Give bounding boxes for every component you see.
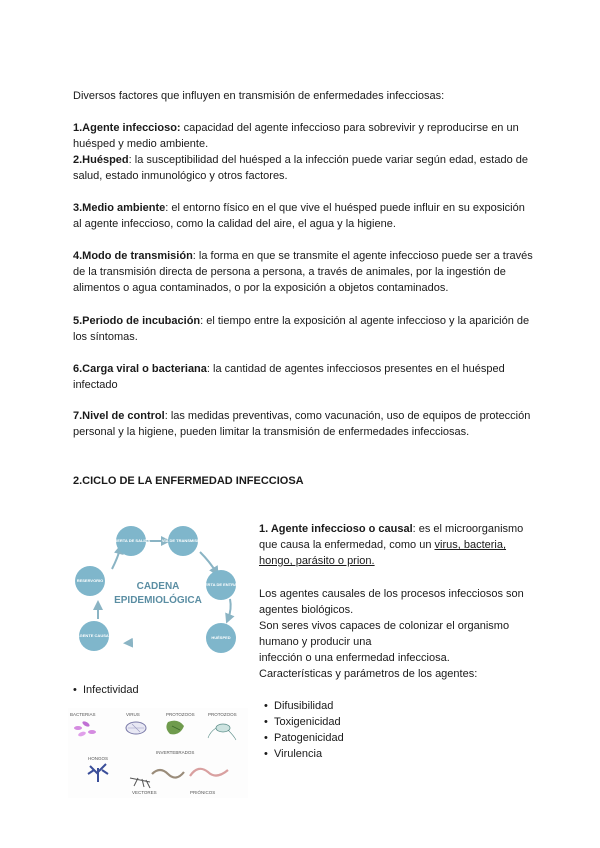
worm-icon xyxy=(152,770,184,778)
protozoa-flagellate-icon xyxy=(208,724,236,740)
agent-colonize: Son seres vivos capaces de colonizar el organismo humano y producir una xyxy=(259,620,510,648)
agent-types-illustration xyxy=(68,708,248,798)
agent-characteristics-list xyxy=(264,698,344,762)
factor-title: 6.Carga viral o bacteriana xyxy=(73,363,207,375)
node-label: PUERTA DE ENTRADA xyxy=(199,582,243,587)
bacteria-icon xyxy=(74,720,96,737)
diagram-center-subtitle: EPIDEMIOLÓGICA xyxy=(114,595,202,606)
factor-carga xyxy=(73,361,533,393)
germ-label: PROTOZOOS xyxy=(166,712,195,717)
germ-label: VIRUS xyxy=(126,712,140,717)
factor-text: : el entorno físico en el que vive el huésped puede influir en su exposición al agente infeccioso, como la calidad del aire, el agua y la higiene. xyxy=(73,202,525,230)
factor-control xyxy=(73,408,533,440)
germ-label: PROTOZOOS xyxy=(208,712,237,717)
agent-biological: Los agentes causales de los procesos infecciosos son agentes biológicos. xyxy=(259,588,524,616)
node-label: AGENTE CAUSAL xyxy=(76,633,112,638)
node-label: HUÉSPED xyxy=(211,635,231,640)
diagram-center-title: CADENA xyxy=(136,581,180,592)
agent-examples: virus, bacteria, hongo, parásito o prion. xyxy=(259,539,507,567)
agent-infection: infección o una enfermedad infecciosa. xyxy=(259,652,450,664)
node-label: VÍA DE TRANSMISIÓN xyxy=(161,538,205,543)
factor-title: 1.Agente infeccioso: xyxy=(73,122,181,134)
list-item: • Difusibilidad xyxy=(264,698,344,714)
left-bullet-list xyxy=(73,682,139,698)
agent-definition xyxy=(259,521,539,569)
factor-text: capacidad del agente infeccioso para sobrevivir y reproducirse en un huésped y medio ambiente. xyxy=(73,122,519,150)
factor-agente xyxy=(73,120,533,152)
factor-title: 2.Huésped xyxy=(73,154,129,166)
section-title: 2.CICLO DE LA ENFERMEDAD INFECCIOSA xyxy=(73,475,304,487)
protozoa-icon xyxy=(166,721,184,735)
prion-icon xyxy=(190,769,228,776)
factor-title: 4.Modo de transmisión xyxy=(73,250,193,262)
agent-title: 1. Agente infeccioso o causal xyxy=(259,523,413,535)
factor-huesped xyxy=(73,152,533,184)
list-item: • Infectividad xyxy=(73,682,139,698)
list-item: • Patogenicidad xyxy=(264,730,344,746)
factor-title: 5.Periodo de incubación xyxy=(73,315,201,327)
factor-text: : la cantidad de agentes infecciosos presentes en el huésped infectado xyxy=(73,363,505,391)
factor-text: : las medidas preventivas, como vacunación, uso de equipos de protección personal y la higiene, pueden limitar la transmisión de enfermedades infecciosas. xyxy=(73,410,531,438)
intro-text: Diversos factores que influyen en transmisión de enfermedades infecciosas: xyxy=(73,90,445,102)
factor-text: : el tiempo entre la exposición al agente infeccioso y la aparición de los síntomas. xyxy=(73,315,530,343)
agent-characteristics-title: Características y parámetros de los agentes: xyxy=(259,668,478,680)
node-label: RESERVORIO xyxy=(76,578,104,583)
factor-text: : la susceptibilidad del huésped a la infección puede variar según edad, estado de salud, estado inmunológico y otros factores. xyxy=(73,154,528,182)
list-item: • Virulencia xyxy=(264,746,344,762)
epidemiological-chain-diagram xyxy=(68,517,248,667)
list-item: • Toxigenicidad xyxy=(264,714,344,730)
germ-label: VECTORES xyxy=(132,790,157,795)
virus-icon xyxy=(126,722,146,734)
agent-text: : es el microorganismo que causa la enfermedad, como un xyxy=(259,523,524,551)
fungus-icon xyxy=(88,764,108,782)
factor-medio xyxy=(73,200,533,232)
factor-periodo xyxy=(73,313,533,345)
factor-title: 3.Medio ambiente xyxy=(73,202,166,214)
node-label: PUERTA DE SALIDA xyxy=(111,538,151,543)
germ-label: INVERTEBRADOS xyxy=(156,750,195,755)
germ-label: PRIÓNICOS xyxy=(190,790,216,795)
mosquito-icon xyxy=(130,778,150,788)
factor-modo xyxy=(73,248,533,296)
germ-label: BACTERIAS xyxy=(70,712,96,717)
factor-title: 7.Nivel de control xyxy=(73,410,165,422)
germ-label: HONGOS xyxy=(88,756,109,761)
factor-text: : la forma en que se transmite el agente infeccioso puede ser a través de la transmisión directa de persona a persona, a través de animales, por la ingestión de alimentos o agua contaminados, o por la exposición a objetos contaminados. xyxy=(73,250,533,294)
